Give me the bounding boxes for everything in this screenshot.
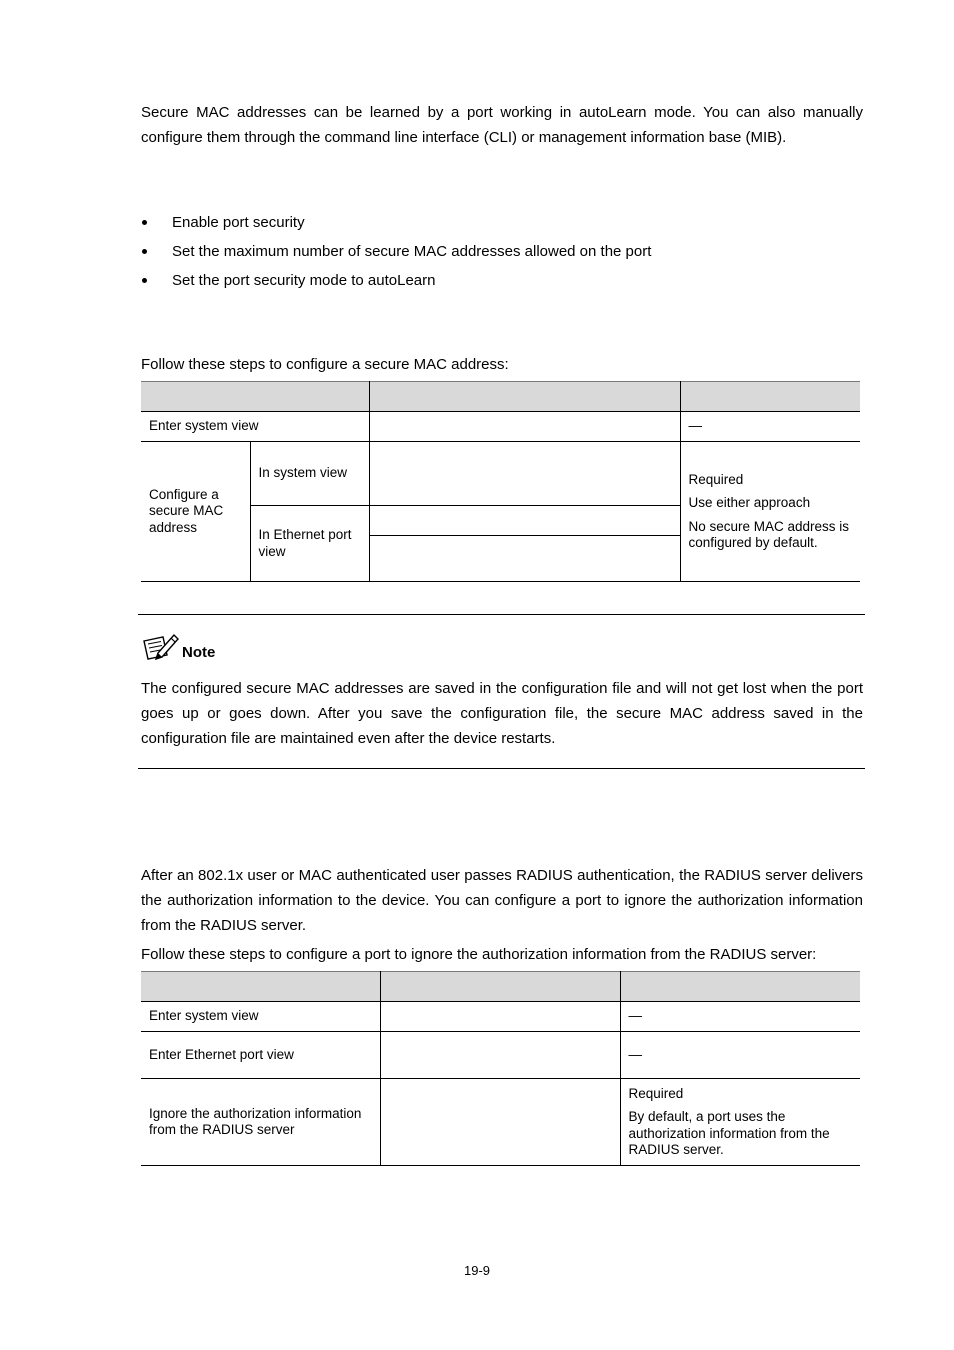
table-cell (369, 536, 680, 582)
table-cell: Enter Ethernet port view (141, 1032, 380, 1079)
bullet-icon (142, 220, 147, 225)
table-cell (380, 1002, 620, 1032)
table-header-cell (620, 972, 860, 1002)
table-cell (369, 506, 680, 536)
table-cell: — (620, 1002, 860, 1032)
page-number: 19-9 (463, 1263, 491, 1278)
table-cell (369, 412, 680, 442)
note-top-divider (138, 614, 865, 615)
table-row (141, 1032, 860, 1079)
table-cell (380, 1032, 620, 1079)
secure-mac-table (141, 381, 860, 582)
list-item: Set the maximum number of secure MAC addresses allowed on the port (141, 238, 861, 267)
table2-caption: Follow these steps to configure a port to ignore the authorization information from the RADIUS server: (141, 946, 817, 963)
table-cell: In system view (250, 442, 369, 506)
table-cell: Enter system view (141, 412, 369, 442)
table-cell: Enter system view (141, 1002, 380, 1032)
table1-caption: Follow these steps to configure a secure MAC address: (141, 356, 509, 373)
table-cell: Required By default, a port uses the authorization information from the RADIUS server. (620, 1079, 860, 1166)
intro-paragraph: Secure MAC addresses can be learned by a port working in autoLearn mode. You can also manually configure them through the command line interface (CLI) or management information base (MIB). (141, 104, 863, 146)
table-header-cell (380, 972, 620, 1002)
prerequisite-list (141, 209, 861, 296)
bullet-icon (142, 278, 147, 283)
section2-intro: After an 802.1x user or MAC authenticated user passes RADIUS authentication, the RADIUS server delivers the authorization information to the device. You can configure a port to ignore the authorization information from the RADIUS server. (141, 867, 863, 934)
table-cell: — (620, 1032, 860, 1079)
table-header-cell (141, 972, 380, 1002)
list-item: Enable port security (141, 209, 861, 238)
table-row (141, 1002, 860, 1032)
table-cell: Configure a secure MAC address (141, 442, 250, 582)
table-cell: — (680, 412, 860, 442)
table-cell: Ignore the authorization information from the RADIUS server (141, 1079, 380, 1166)
table-header-cell (141, 382, 369, 412)
table-cell: In Ethernet port view (250, 506, 369, 582)
ignore-authorization-table (141, 971, 860, 1166)
note-text: The configured secure MAC addresses are saved in the configuration file and will not get lost when the port goes up or goes down. After you save the configuration file, the secure MAC address saved in the configuration file are maintained even after the device restarts. (141, 680, 863, 747)
note-label: Note (182, 644, 216, 661)
note-bottom-divider (138, 768, 865, 769)
bullet-icon (142, 249, 147, 254)
table-cell (369, 442, 680, 506)
note-pencil-icon (141, 631, 181, 663)
table-cell: Required Use either approach No secure MAC address is configured by default. (680, 442, 860, 582)
table-cell (380, 1079, 620, 1166)
list-item: Set the port security mode to autoLearn (141, 267, 861, 296)
table-row (141, 412, 860, 442)
table-header-cell (369, 382, 680, 412)
table-row (141, 442, 860, 506)
table-row (141, 1079, 860, 1166)
table-header-cell (680, 382, 860, 412)
